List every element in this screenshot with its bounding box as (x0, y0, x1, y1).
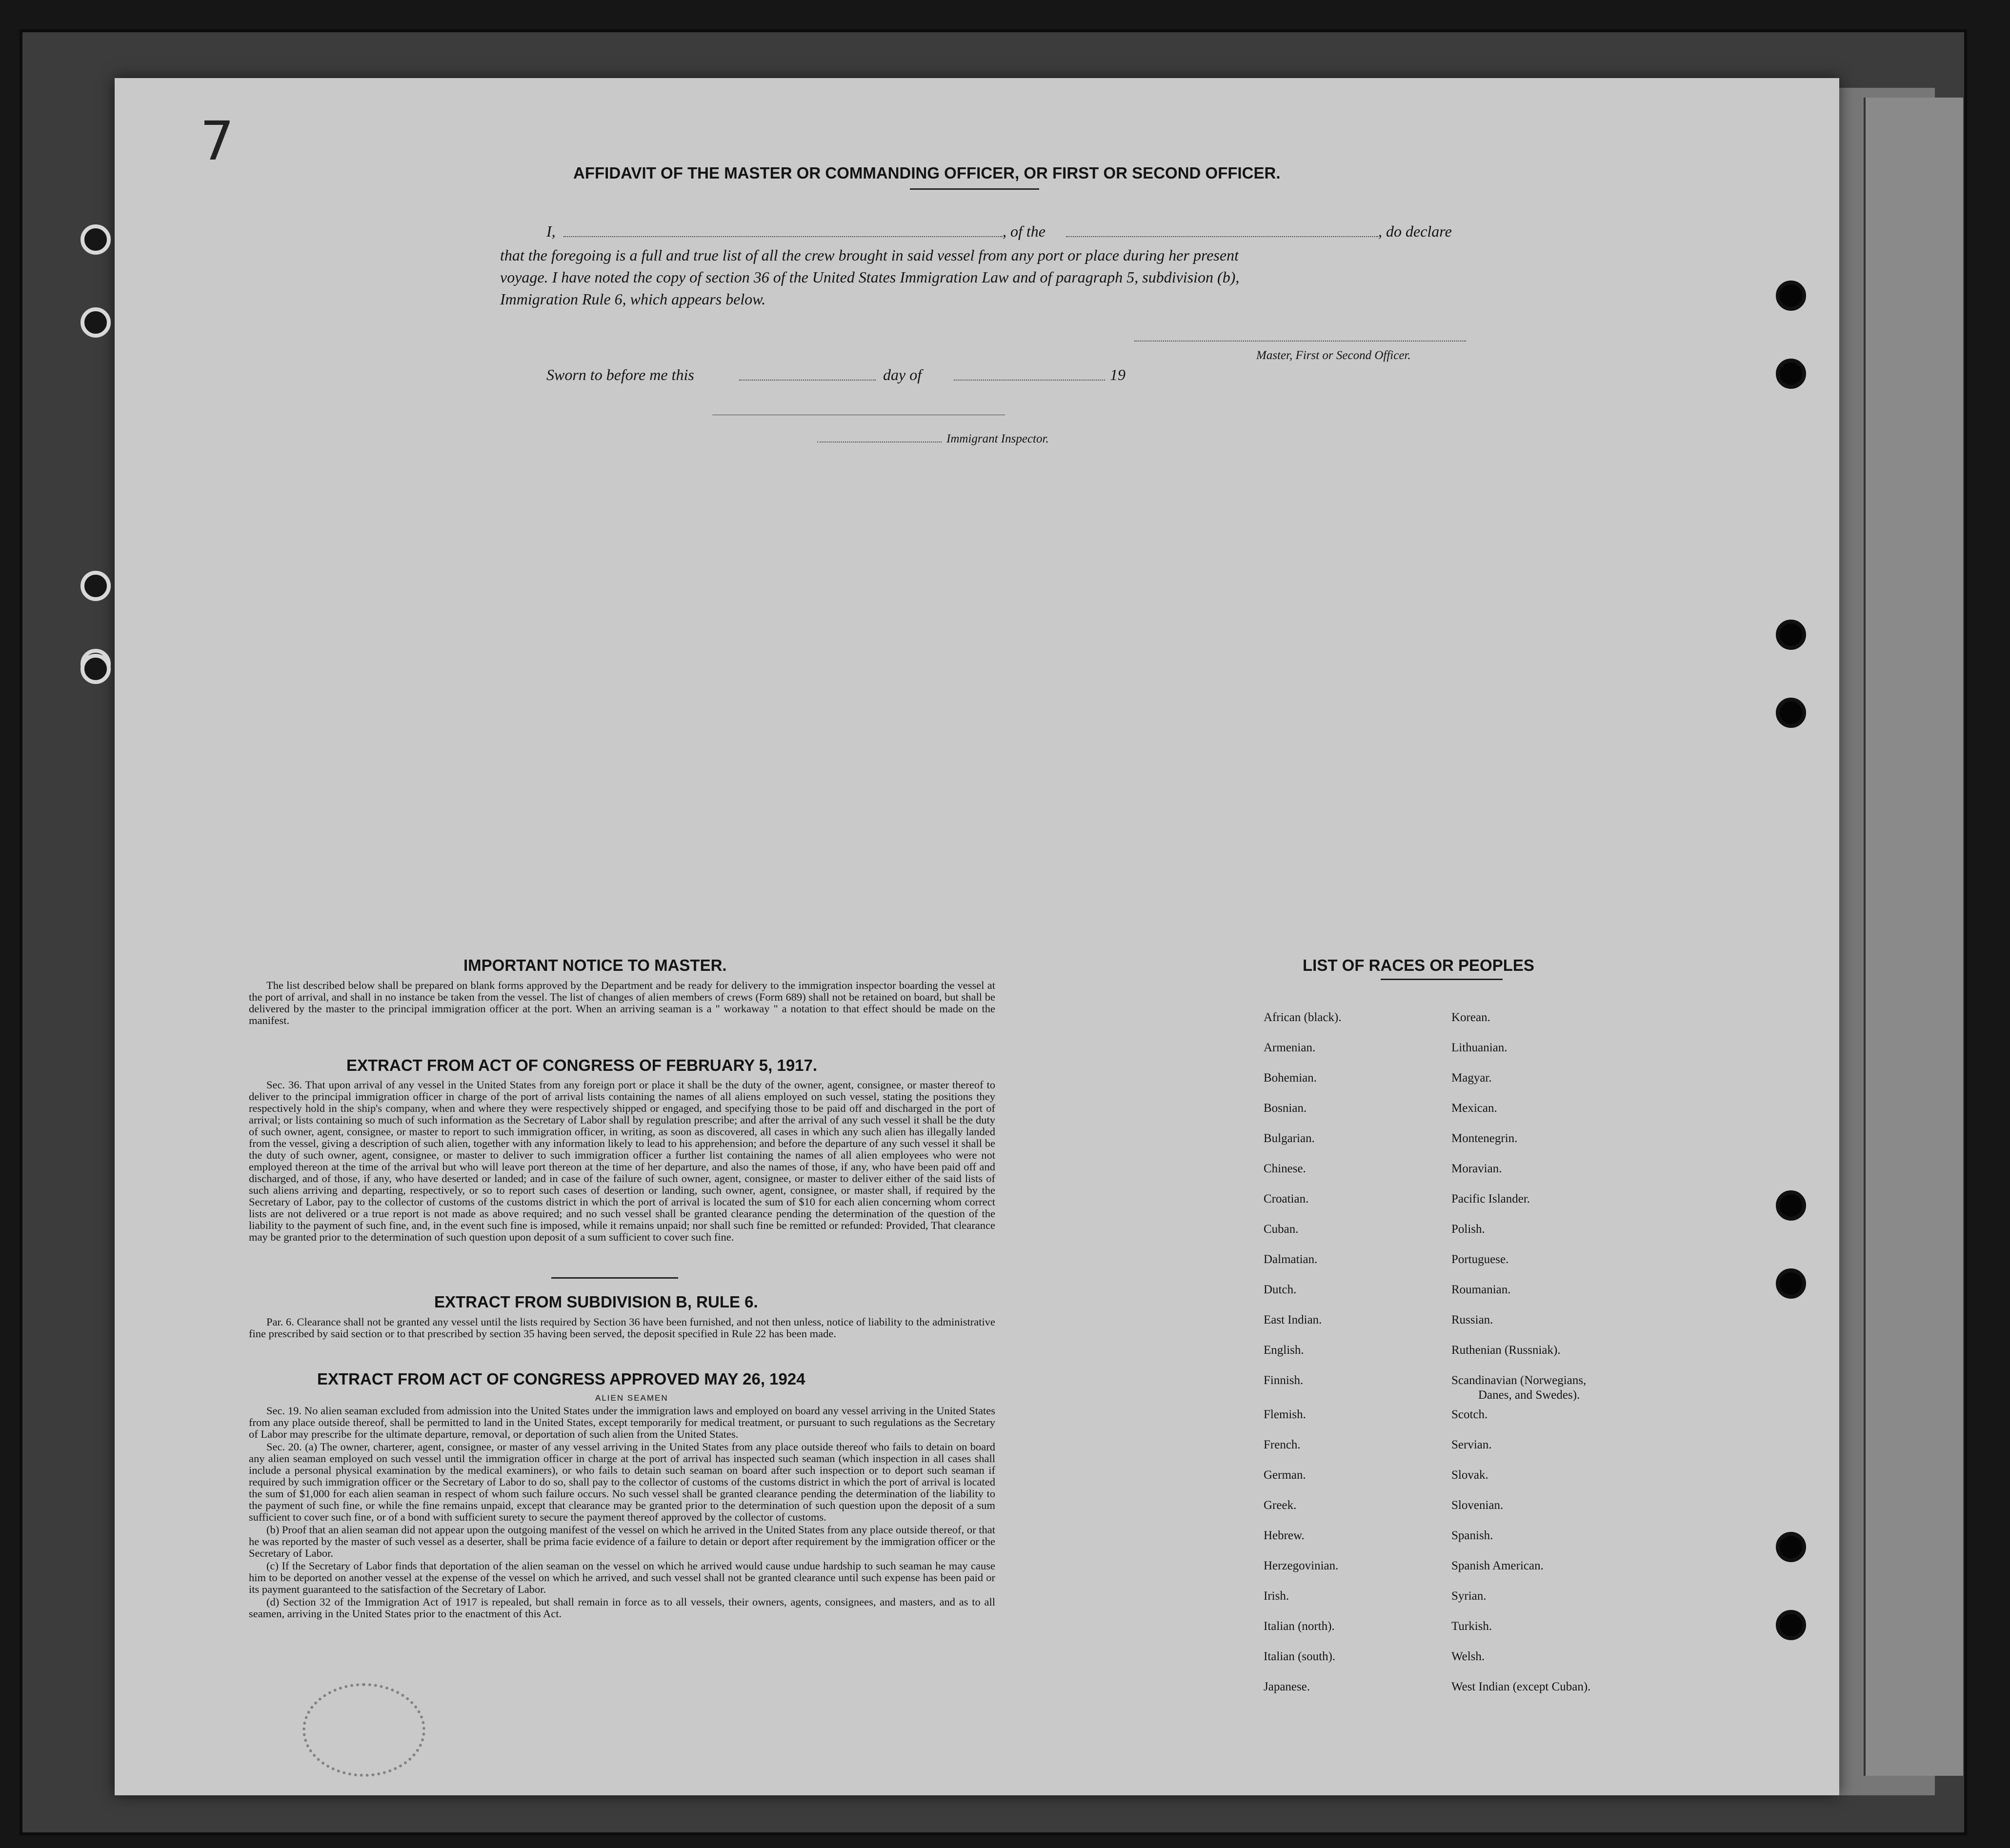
faded-stamp (302, 1683, 425, 1777)
race-item: English. (1264, 1344, 1304, 1357)
race-item: Japanese. (1264, 1680, 1310, 1693)
race-item: Korean. (1451, 1011, 1490, 1024)
handwritten-mark: 7 (200, 110, 234, 172)
race-item: Armenian. (1264, 1041, 1316, 1054)
race-item: Montenegrin. (1451, 1132, 1518, 1145)
race-item: Welsh. (1451, 1650, 1485, 1663)
affidavit-line2: that the foregoing is a full and true list of all the crew brought in said vessel from any port or place during her present (500, 246, 1239, 264)
month-blank (954, 380, 1105, 381)
race-item: Turkish. (1451, 1620, 1492, 1633)
affidavit-of-the: , of the (1003, 222, 1045, 240)
race-item: Magyar. (1451, 1071, 1492, 1085)
punch-hole (1776, 698, 1806, 728)
notice-title: IMPORTANT NOTICE TO MASTER. (463, 956, 727, 974)
race-item: Finnish. (1264, 1374, 1304, 1387)
punch-hole (1776, 281, 1806, 311)
race-item: Italian (north). (1264, 1620, 1335, 1633)
race-item: German. (1264, 1468, 1306, 1482)
punch-hole (1776, 620, 1806, 650)
punch-hole (1776, 1190, 1806, 1221)
race-item: Ruthenian (Russniak). (1451, 1344, 1561, 1357)
race-item: Scotch. (1451, 1408, 1488, 1421)
extract-1917-title: EXTRACT FROM ACT OF CONGRESS OF FEBRUARY 5, 1917. (346, 1056, 818, 1074)
extract-rule6-text: Par. 6. Clearance shall not be granted any vessel until the lists required by Section 36 have been furnished, and not then unless, notice of liability to the administrative fine prescribed by said section or to that prescribed by section 35 having been served, the deposit specified in Rule 22 has been made. (249, 1316, 995, 1340)
race-item: Servian. (1451, 1438, 1492, 1451)
race-item: Hebrew. (1264, 1529, 1305, 1542)
race-item: Spanish. (1451, 1529, 1493, 1542)
race-item: Bulgarian. (1264, 1132, 1315, 1145)
divider (1381, 979, 1503, 980)
day-blank (739, 380, 876, 381)
race-item: Danes, and Swedes). (1478, 1388, 1580, 1402)
extract-1917-text: Sec. 36. That upon arrival of any vessel in the United States from any foreign port or place it shall be the duty of the owner, agent, consignee, or master thereof to deliver to the principal immigration officer in charge of the port of arrival lists containing the names of all aliens employed on such vessel, stating the positions they respectively hold in the ship's company, when and where they were respectively shipped or engaged, and specifying those to be paid off and discharged in the port of arrival; or lists containing so much of such information as the Secretary of Labor shall by regulation prescribe; and after the arrival of any such vessel it shall be the duty of such owner, agent, consignee, or master to report to such immigration officer, in writing, as soon as discovered, all cases in which any such alien has illegally landed from the vessel, giving a description of such alien, together with any information likely to lead to his apprehension; and before the departure of any such vessel it shall be the duty of such owner, agent, consignee, or master to deliver to such immigration officer a further list containing the names of all alien employees who were not employed thereon at the time of the arrival but who will leave port thereon at the time of her departure, and also the names of those, if any, who have been paid off and discharged, and of those, if any, who have deserted or landed; and in case of the failure of such owner, agent, consignee, or master to deliver either of the said lists of such aliens arriving and departing, respectively, or so to report such cases of desertion or landing, such owner, agent, consignee, or master shall, if required by the Secretary of Labor, pay to the collector of customs of the customs district in which the port of arrival is located the sum of $10 for each alien concerning whom correct lists are not delivered or a true report is not made as above required; and no such vessel shall be granted clearance pending the determination of the question of the liability to the payment of such fine, and, in the event such fine is imposed, while it remains unpaid; nor shall such fine be remitted or refunded: Provided, That clearance may be granted prior to the determination of such question upon deposit of a sum sufficient to cover such fine. (249, 1079, 995, 1243)
affidavit-line4: Immigration Rule 6, which appears below. (500, 290, 766, 308)
race-item: Chinese. (1264, 1162, 1306, 1175)
race-item: Polish. (1451, 1223, 1485, 1236)
punch-hole (1776, 1268, 1806, 1299)
punch-hole (80, 654, 111, 684)
race-item: Bohemian. (1264, 1071, 1317, 1085)
race-item: French. (1264, 1438, 1301, 1451)
race-item: Lithuanian. (1451, 1041, 1508, 1054)
sworn-year: 19 (1110, 366, 1126, 383)
sworn-prefix: Sworn to before me this (546, 366, 694, 383)
race-item: Irish. (1264, 1589, 1289, 1603)
race-item: Roumanian. (1451, 1283, 1511, 1296)
extract-rule6-title: EXTRACT FROM SUBDIVISION B, RULE 6. (434, 1293, 758, 1311)
extract-1924-subtitle: ALIEN SEAMEN (595, 1393, 668, 1403)
race-item: Greek. (1264, 1499, 1297, 1512)
race-item: Italian (south). (1264, 1650, 1336, 1663)
race-item: Dalmatian. (1264, 1253, 1318, 1266)
punch-hole (1776, 1610, 1806, 1640)
vessel-blank (1066, 236, 1378, 237)
punch-hole (1776, 359, 1806, 389)
race-item: Cuban. (1264, 1223, 1299, 1236)
sworn-day-of: day of (883, 366, 922, 383)
punch-hole (1776, 1532, 1806, 1562)
inspector-label: Immigrant Inspector. (946, 432, 1049, 445)
race-item: Herzegovinian. (1264, 1559, 1339, 1572)
race-item: Dutch. (1264, 1283, 1297, 1296)
race-item: West Indian (except Cuban). (1451, 1680, 1591, 1693)
underlying-sheet (1864, 98, 1963, 1776)
race-item: Portuguese. (1451, 1253, 1509, 1266)
race-item: Bosnian. (1264, 1102, 1307, 1115)
notice-text: The list described below shall be prepared on blank forms approved by the Department and be ready for delivery to the immigration inspector boarding the vessel at the port of arrival, and shall in no instance be taken from the vessel. The list of changes of alien members of crews (Form 689) shall not be retained on board, but shall be delivered by the master to the principal immigration officer at the port. When an arriving seaman is a " workaway " a notation to that effect should be made on the manifest. (249, 979, 995, 1026)
race-item: Flemish. (1264, 1408, 1306, 1421)
extract-1924-title: EXTRACT FROM ACT OF CONGRESS APPROVED MAY 26, 1924 (317, 1370, 805, 1388)
race-item: East Indian. (1264, 1313, 1322, 1326)
race-item: Syrian. (1451, 1589, 1487, 1603)
race-item: Slovenian. (1451, 1499, 1504, 1512)
divider (551, 1277, 678, 1279)
affidavit-do-declare: , do declare (1378, 222, 1452, 240)
race-item: Slovak. (1451, 1468, 1488, 1482)
races-title: LIST OF RACES OR PEOPLES (1303, 956, 1534, 974)
affidavit-title: AFFIDAVIT OF THE MASTER OR COMMANDING OFFICER, OR FIRST OR SECOND OFFICER. (573, 164, 1281, 182)
race-item: Pacific Islander. (1451, 1192, 1530, 1205)
race-item: Moravian. (1451, 1162, 1502, 1175)
race-item: Scandinavian (Norwegians, (1451, 1374, 1587, 1387)
race-item: Croatian. (1264, 1192, 1309, 1205)
race-item: Spanish American. (1451, 1559, 1544, 1572)
race-item: African (black). (1264, 1011, 1342, 1024)
signer-label: Master, First or Second Officer. (1256, 349, 1411, 362)
punch-hole (80, 224, 111, 255)
punch-hole (80, 307, 111, 338)
race-item: Mexican. (1451, 1102, 1497, 1115)
extract-1924-text: Sec. 19. No alien seaman excluded from admission into the United States under the immigration laws and employed on board any vessel arriving in the United States from any place outside thereof, shall be permitted to land in the United States, except temporarily for medical treatment, or pursuant to such regulations as the Secretary of Labor may prescribe for the ultimate departure, removal, or deportation of such alien from the United States. Sec. 20. (a) The owner, charterer, agent, consignee, or master of any vessel arriving in the United States from any place outside thereof who fails to detain on board any alien seaman employed on such vessel until the immigration officer in charge at the port of arrival has inspected such seaman (which inspection in all cases shall include a personal physical examination by the medical examiners), or who fails to detain such seaman on board after such inspection or to deport such seaman if required by such immigration officer or the Secretary of Labor to do so, shall pay to the collector of customs of the customs district in which the port of arrival is located the sum of $1,000 for each alien seaman in respect of whom such failure occurs. No such vessel shall be granted clearance pending the determination of the liability to the payment of such fine, or while the fine remains unpaid, except that clearance may be granted prior to the determination of such question upon the deposit of a sum sufficient to cover such fine, or of a bond with sufficient surety to secure the payment thereof approved by the collector of customs. (b) Proof that an alien seaman did not appear upon the outgoing manifest of the vessel on which he arrived in the United States from any place outside thereof, or that he was reported by the master of such vessel as a deserter, shall be prima facie evidence of a failure to detain or deport after requirement by the immigration officer or the Secretary of Labor. (c) If the Secretary of Labor finds that deportation of the alien seaman on the vessel on which he arrived would cause undue hardship to such seaman he may cause him to be deported on another vessel at the expense of the vessel on which he arrived, and such vessel shall not be granted clearance until such expense has been paid or its payment guaranteed to the satisfaction of the Secretary of Labor. (d) Section 32 of the Immigration Act of 1917 is repealed, but shall remain in force as to all vessels, their owners, agents, consignees, and masters, and as to all seamen, arriving in the United States prior to the enactment of this Act. (249, 1405, 995, 1620)
affidavit-i: I, (546, 222, 556, 240)
race-item: Russian. (1451, 1313, 1493, 1326)
affidavit-line3: voyage. I have noted the copy of section 36 of the United States Immigration Law and of paragraph 5, subdivision (b), (500, 268, 1240, 286)
divider (910, 188, 1039, 190)
name-blank (563, 236, 1003, 237)
punch-hole (80, 571, 111, 601)
